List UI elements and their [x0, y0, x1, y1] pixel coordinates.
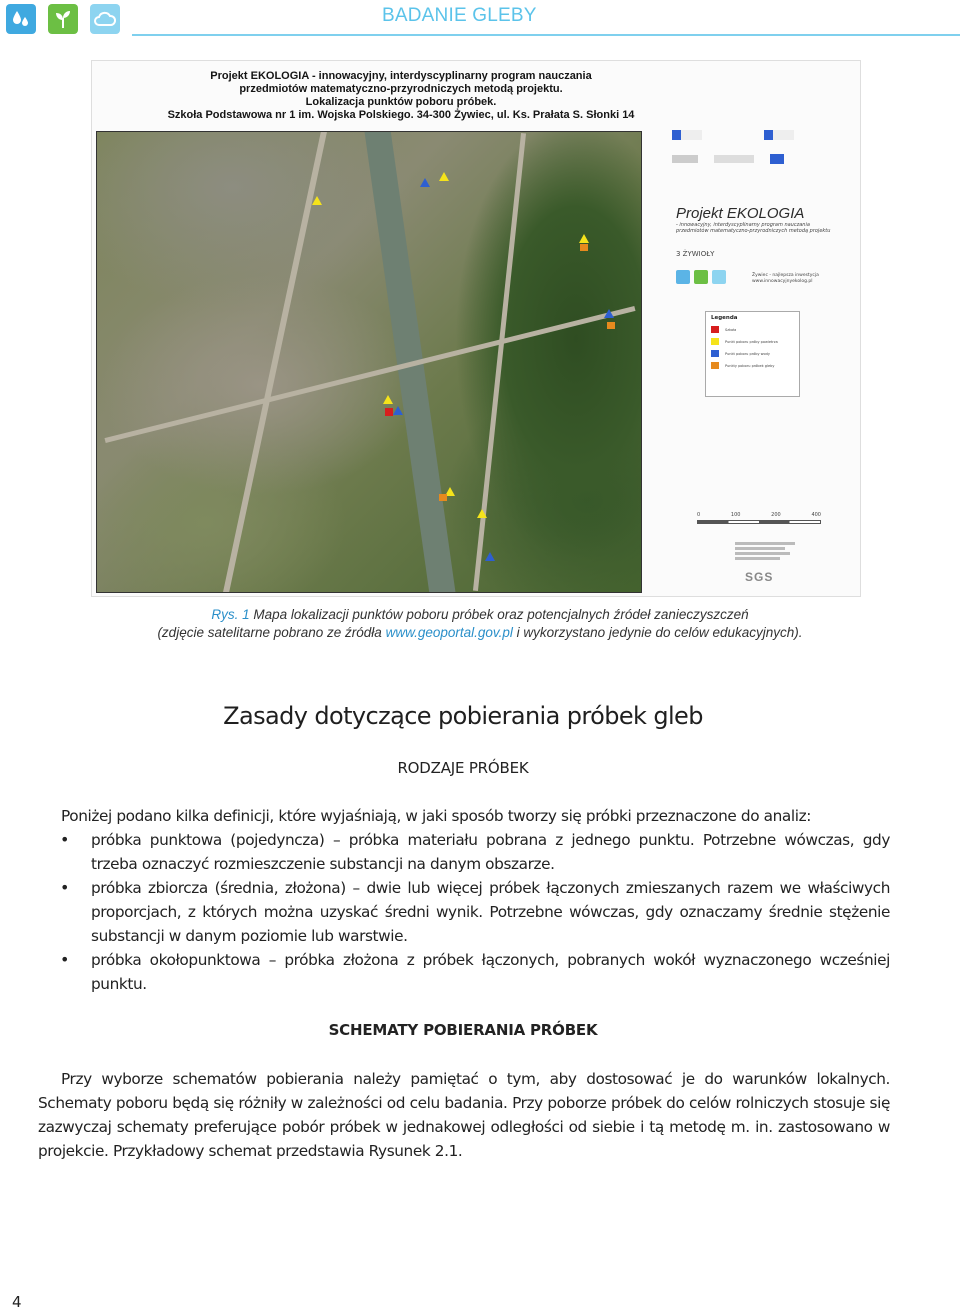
legend-item-label: Punkt poboru próby wody [725, 351, 770, 356]
legend-item-label: Szkoła [725, 327, 737, 332]
soil-sample-marker [439, 494, 447, 501]
logo-ministerstwo [718, 130, 748, 140]
air-sample-triangle-icon [711, 338, 719, 345]
school-marker [385, 408, 393, 416]
scale-label: 100 [730, 512, 741, 518]
satellite-photo [96, 131, 642, 593]
legend-item [711, 350, 794, 357]
projekt-title: Projekt EKOLOGIA [676, 205, 805, 222]
water-sample-marker [604, 309, 614, 318]
section-heading-schematy: SCHEMATY POBIERANIA PRÓBEK [328, 1021, 598, 1039]
soil-sample-marker [580, 244, 588, 251]
water-drops-icon [6, 4, 36, 34]
cloud-icon [712, 270, 726, 284]
map-title [166, 70, 636, 122]
scale-label: 200 [771, 512, 781, 518]
scale-label: 400 [811, 512, 821, 518]
water-sample-marker [393, 406, 403, 415]
sgs-contact-block [735, 540, 815, 562]
map-title-line: Projekt EKOLOGIA - innowacyjny, interdyscyplinarny program nauczania [210, 70, 592, 82]
section-intro: Poniżej podano kilka definicji, które wyjaśniają, w jaki sposób tworzy się próbki przeznaczone do analiz: [61, 807, 811, 825]
road [105, 306, 636, 443]
logo-pkl [714, 155, 754, 163]
air-sample-marker [579, 234, 589, 243]
water-sample-triangle-icon [711, 350, 719, 357]
projekt-subtitle: - innowacyjny, interdyscyplinarny program nauczania przedmiotów matematyczno-przyrodniczych metodą projektu [676, 222, 831, 234]
school-flag-icon [711, 326, 719, 333]
legend-item [711, 362, 794, 369]
air-sample-marker [477, 509, 487, 518]
water-sample-marker [485, 552, 495, 561]
water-drops-icon [676, 270, 690, 284]
sample-types-list [38, 828, 890, 996]
road [473, 133, 526, 591]
header-divider [132, 34, 960, 36]
logo-urzad [672, 155, 698, 163]
logo-kapital-ludzki [672, 130, 702, 140]
soil-sample-marker [607, 322, 615, 329]
list-item: • próbka okołopunktowa – próbka złożona z próbek łączonych, pobranych wokół wyznaczonego wcześniej punktu. [38, 948, 890, 996]
air-sample-marker [439, 172, 449, 181]
plant-sprout-icon [694, 270, 708, 284]
map-title-line: Lokalizacja punktów poboru próbek. [305, 96, 497, 108]
air-sample-marker [383, 395, 393, 404]
caption-line-1: Mapa lokalizacji punktów poboru próbek oraz potencjalnych źródeł zanieczyszczeń [249, 607, 749, 622]
section-paragraph: Przy wyborze schematów pobierania należy pamiętać o tym, aby dostosować je do warunków lokalnych. Schematy poboru będą się różniły w zależności od celu badania. Przy poborze próbek do celów rolniczych stosuje się zazwyczaj schematy preferujące pobór próbek w jednakowej odległości od siebie i tą metodę m. in. zastosowano w projekcie. Przykładowy schemat przedstawia Rysunek 2.1. [38, 1070, 890, 1160]
logo-eu [770, 154, 784, 164]
mini-icons [676, 270, 726, 284]
list-item: • próbka punktowa (pojedyncza) – próbka materiału pobrana z jednego punktu. Potrzebne wówczas, gdy trzeba oznaczyć rozmieszczenie substancji na danym obszarze. [38, 828, 890, 876]
sgs-logo: SGS [745, 570, 774, 584]
list-item: • próbka zbiorcza (średnia, złożona) – dwie lub więcej próbek łączonych zmieszanych razem we właściwych proporcjach, z których można uzyskać średni wynik. Potrzebne wówczas, gdy oznaczamy średnie stężenie substancji w danym poziomie lub warstwie. [38, 876, 890, 948]
soil-sample-square-icon [711, 362, 719, 369]
scale-label: 0 [697, 512, 701, 518]
map-title-line: przedmiotów matematyczno-przyrodniczych metodą projektu. [239, 83, 563, 95]
air-sample-marker [312, 196, 322, 205]
page-number: 4 [12, 1293, 22, 1311]
scale-line [697, 520, 821, 524]
caption-line-2c: i wykorzystano jedynie do celów edukacyjnych). [512, 625, 803, 640]
zywioly-logo: 3 ŻYWIOŁY [676, 250, 715, 258]
header-title: BADANIE GLEBY [382, 5, 537, 26]
caption-line-2a: (zdjęcie satelitarne pobrano ze źródła [157, 625, 386, 640]
legend-item-label: Punkty poboru próbek gleby [725, 363, 775, 368]
legend-item-label: Punkt poboru próby powietrza [725, 339, 778, 344]
water-sample-marker [420, 178, 430, 187]
page-title: Zasady dotyczące pobierania próbek gleb [223, 702, 703, 730]
page-header [0, 0, 960, 40]
legend-item [711, 326, 794, 333]
cloud-icon [90, 4, 120, 34]
map-title-line: Szkoła Podstawowa nr 1 im. Wojska Polskiego. 34-300 Żywiec, ul. Ks. Prałata S. Słonki 14 [167, 109, 635, 121]
legend-item [711, 338, 794, 345]
sponsor-logos [672, 130, 842, 164]
map-legend [705, 311, 800, 397]
figure-caption [100, 606, 860, 642]
legend-title: Legenda [711, 315, 738, 321]
zywioly-text: Żywiec - najlepsza inwestycja www.innowacyjnyekolog.pl [752, 273, 819, 284]
geoportal-link[interactable]: www.geoportal.gov.pl [385, 625, 513, 640]
logo-eu-flag [764, 130, 794, 140]
map-scale-bar [697, 512, 821, 524]
section-heading-rodzaje: RODZAJE PRÓBEK [397, 759, 529, 777]
plant-sprout-icon [48, 4, 78, 34]
caption-prefix: Rys. 1 [211, 607, 250, 622]
